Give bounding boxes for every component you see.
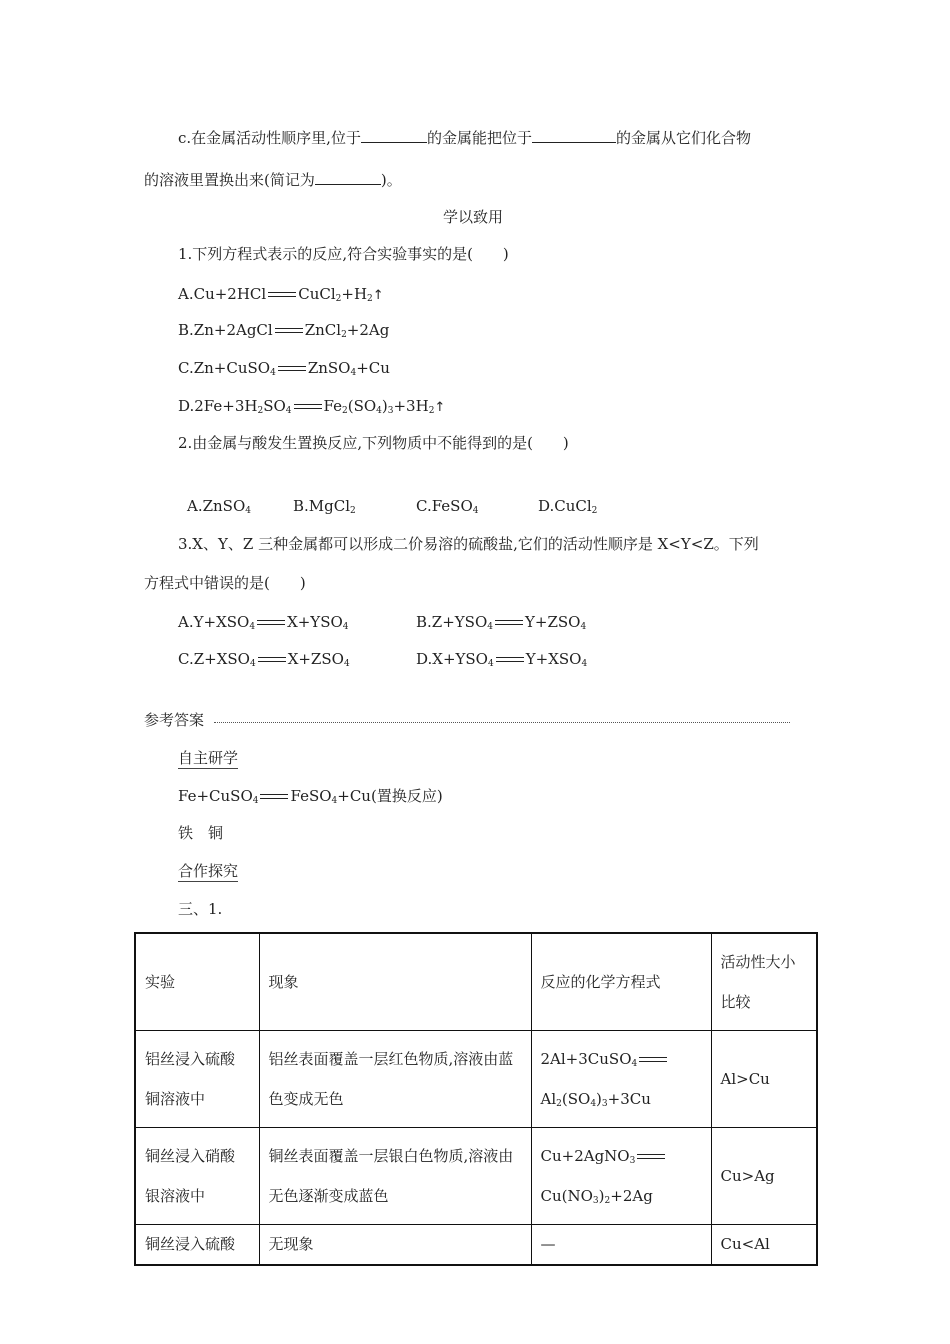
- equals-sign-icon: [292, 402, 324, 412]
- subscript: 2: [604, 1196, 611, 1206]
- subscript: 4: [580, 622, 587, 632]
- subscript: 4: [245, 506, 251, 516]
- text: X+ZSO: [287, 650, 344, 668]
- subscript: 4: [487, 622, 493, 632]
- text: ): [596, 1090, 602, 1108]
- q3-option-b: [416, 612, 586, 632]
- subscript: 3: [592, 1196, 599, 1206]
- header-cell: 活动性大小比较: [711, 933, 817, 1031]
- cell-observation: 无现象: [259, 1225, 531, 1265]
- equals-sign-icon: [276, 364, 308, 374]
- q1-option-c: [178, 358, 390, 378]
- up-arrow-icon: ↑: [434, 400, 446, 415]
- text: Y+ZSO: [525, 613, 581, 631]
- blank-3: [315, 170, 381, 185]
- text: B.MgCl: [293, 497, 351, 515]
- cell-experiment: 铜丝浸入硝酸银溶液中: [135, 1128, 259, 1225]
- table-row: [135, 1031, 817, 1128]
- equals-sign-icon: [258, 792, 290, 802]
- text: (SO: [347, 397, 377, 415]
- subscript: 4: [487, 659, 494, 669]
- answers-item: 三、1.: [178, 900, 223, 918]
- text: ): [598, 1187, 605, 1205]
- q1-option-a: [178, 284, 384, 306]
- answers-equation: [178, 786, 443, 806]
- q2-option-c: [416, 496, 478, 516]
- cell-comparison: Cu>Ag: [711, 1128, 817, 1225]
- q1-option-d: [178, 396, 445, 418]
- cell-observation: 铜丝表面覆盖一层银白色物质,溶液由无色逐渐变成蓝色: [259, 1128, 531, 1225]
- text: 的金属从它们化合物: [615, 129, 751, 147]
- subscript: 4: [252, 796, 259, 806]
- subscript: 4: [472, 506, 479, 516]
- text: C.Zn+CuSO: [178, 359, 271, 377]
- q1-option-b: [178, 320, 389, 340]
- q3-option-a: [178, 612, 349, 632]
- text: 的溶液里置换出来(简记为: [144, 171, 315, 189]
- up-arrow-icon: ↑: [372, 288, 384, 303]
- text: X+YSO: [287, 613, 343, 631]
- cell-comparison: Cu<Al: [711, 1225, 817, 1265]
- subscript: 2: [428, 406, 435, 416]
- text: +H: [341, 285, 368, 303]
- q3-stem-line-1: 3.X、Y、Z 三种金属都可以形成二价易溶的硫酸盐,它们的活动性顺序是 X<Y<Z。下列: [178, 535, 759, 553]
- text: Fe: [323, 397, 342, 415]
- answers-metals: 铁 铜: [178, 824, 224, 842]
- subscript: 4: [350, 368, 357, 378]
- subscript: 4: [590, 1099, 597, 1109]
- cell-equation: —: [531, 1225, 711, 1265]
- text: Y+XSO: [525, 650, 582, 668]
- equals-sign-icon: [256, 655, 288, 665]
- text: CuCl: [298, 285, 336, 303]
- cell-experiment: 铝丝浸入硫酸铜溶液中: [135, 1031, 259, 1128]
- text: C.Z+XSO: [178, 650, 250, 668]
- table-row: [135, 1128, 817, 1225]
- equals-sign-icon: [494, 655, 526, 665]
- text: A.Cu+2HCl: [178, 285, 267, 303]
- subscript: 3: [629, 1156, 636, 1166]
- q3-option-d: [416, 649, 587, 669]
- part-c-line-2: [144, 170, 402, 190]
- subscript: 4: [270, 368, 276, 378]
- text: A.Y+XSO: [178, 613, 250, 631]
- subscript: 2: [341, 330, 347, 340]
- cell-equation: [531, 1031, 711, 1128]
- blank-2: [532, 128, 616, 143]
- q2-stem: 2.由金属与酸发生置换反应,下列物质中不能得到的是( ): [178, 434, 569, 452]
- text: D.2Fe+3H: [178, 397, 258, 415]
- subscript: 4: [249, 659, 256, 669]
- q2-option-b: [293, 496, 356, 516]
- section-title: 学以致用: [443, 208, 504, 226]
- subscript: 2: [341, 406, 348, 416]
- answers-subheading-2: [178, 861, 238, 881]
- subscript: 4: [581, 659, 588, 669]
- text: B.Z+YSO: [416, 613, 488, 631]
- q3-option-c: [178, 649, 350, 669]
- text: 自主研学: [178, 749, 239, 767]
- subscript: 4: [343, 659, 350, 669]
- q2-option-a: [187, 496, 251, 516]
- text: Cu+2AgNO: [540, 1147, 630, 1165]
- subscript: 4: [342, 622, 349, 632]
- text: )。: [380, 171, 402, 189]
- table-row: [135, 1225, 817, 1265]
- answer-table: [134, 932, 818, 1266]
- equals-sign-icon: [635, 1152, 667, 1162]
- equals-sign-icon: [493, 618, 525, 628]
- header-cell: 实验: [135, 933, 259, 1031]
- text: +2Ag: [346, 321, 390, 339]
- text: +3H: [393, 397, 429, 415]
- text: B.Zn+2AgCl: [178, 321, 273, 339]
- text: D.CuCl: [538, 497, 592, 515]
- text: A.ZnSO: [187, 497, 246, 515]
- subscript: 4: [285, 406, 292, 416]
- text: Cu(NO: [540, 1187, 593, 1205]
- cell-observation: 铝丝表面覆盖一层红色物质,溶液由蓝色变成无色: [259, 1031, 531, 1128]
- text: +3Cu: [607, 1090, 651, 1108]
- text: (SO: [561, 1090, 591, 1108]
- text: FeSO: [290, 787, 332, 805]
- equals-sign-icon: [273, 326, 305, 336]
- subscript: 2: [367, 294, 373, 304]
- q1-stem: 1.下列方程式表示的反应,符合实验事实的是( ): [178, 245, 509, 263]
- text: ZnCl: [304, 321, 342, 339]
- equals-sign-icon: [255, 618, 287, 628]
- cell-experiment: 铜丝浸入硫酸: [135, 1225, 259, 1265]
- part-c-line-1: [178, 128, 751, 148]
- text: +Cu(置换反应): [337, 787, 443, 805]
- blank-1: [361, 128, 427, 143]
- subscript: 3: [601, 1099, 608, 1109]
- subscript: 2: [591, 506, 598, 516]
- subscript: 2: [350, 506, 356, 516]
- header-cell: 现象: [259, 933, 531, 1031]
- text: C.FeSO: [416, 497, 473, 515]
- text: +Cu: [356, 359, 390, 377]
- answers-subheading-1: [178, 748, 238, 768]
- subscript: 2: [257, 406, 264, 416]
- text: +2Ag: [610, 1187, 653, 1205]
- subscript: 4: [331, 796, 338, 806]
- cell-equation: [531, 1128, 711, 1225]
- subscript: 3: [387, 406, 394, 416]
- cell-comparison: Al>Cu: [711, 1031, 817, 1128]
- text: 2Al+3CuSO: [540, 1050, 632, 1068]
- equals-sign-icon: [637, 1055, 669, 1065]
- subscript: 4: [376, 406, 382, 416]
- q3-stem-line-2: 方程式中错误的是( ): [144, 574, 306, 592]
- answers-heading: 参考答案: [144, 711, 205, 729]
- text: 的金属能把位于: [426, 129, 532, 147]
- text: D.X+YSO: [416, 650, 488, 668]
- text: ZnSO: [307, 359, 351, 377]
- equals-sign-icon: [266, 290, 298, 300]
- text: c.在金属活动性顺序里,位于: [178, 129, 361, 147]
- subscript: 2: [556, 1099, 562, 1109]
- q2-option-d: [538, 496, 597, 516]
- table-header-row: [135, 933, 817, 1031]
- text: 合作探究: [178, 862, 239, 880]
- text: Al: [540, 1090, 557, 1108]
- subscript: 2: [335, 294, 342, 304]
- text: SO: [263, 397, 286, 415]
- text: Fe+CuSO: [178, 787, 253, 805]
- text: ): [381, 397, 388, 415]
- header-cell: 反应的化学方程式: [531, 933, 711, 1031]
- subscript: 4: [249, 622, 256, 632]
- dotted-divider: [214, 722, 790, 723]
- subscript: 4: [631, 1059, 638, 1069]
